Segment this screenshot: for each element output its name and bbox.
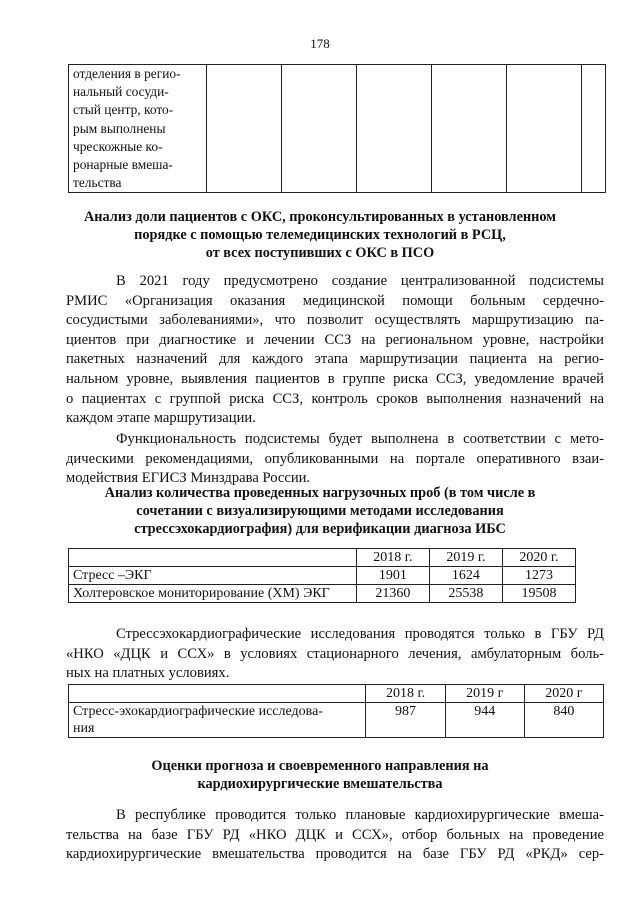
cell-line: нальный сосуди- <box>73 84 169 100</box>
empty-cell <box>582 65 606 193</box>
heading-stress-tests <box>60 484 580 538</box>
table-cell: 944 <box>445 703 524 738</box>
table-cell: 25538 <box>429 585 502 603</box>
stress-test-table <box>68 548 576 603</box>
text-line: Функциональность подсистемы будет выполнена в соответствии с мето- <box>116 431 604 447</box>
text-line: нальном уровне, выявления пациентов в группе риска ССЗ, уведомление врачей <box>66 370 604 387</box>
heading-oks <box>60 208 580 262</box>
heading-line: Анализ доли пациентов с ОКС, проконсультированных в установленном <box>83 209 557 225</box>
text-line: о пациентах с группой риска ССЗ, контроль сроков выполнения назначений на <box>66 390 604 407</box>
table-header-row <box>69 685 604 703</box>
top-table <box>68 64 606 193</box>
text-line: Стрессэхокардиографические исследования проводятся только в ГБУ РД <box>116 626 604 642</box>
column-header: 2020 г. <box>502 549 575 567</box>
table-cell: 19508 <box>502 585 575 603</box>
column-header: 2018 г. <box>356 549 429 567</box>
row-label: Стресс –ЭКГ <box>69 567 357 585</box>
text-line: В 2021 году предусмотрено создание централизованной подсистемы <box>116 273 604 289</box>
paragraph-rmis <box>66 272 604 429</box>
table-header-row <box>69 549 576 567</box>
heading-line: Анализ количества проведенных нагрузочных проб (в том числе в <box>104 485 536 501</box>
heading-line: кардиохирургические вмешательства <box>197 776 443 792</box>
table-cell: 1273 <box>502 567 575 585</box>
text-line: В республике проводится только плановые кардиохирургические вмеша- <box>116 807 604 823</box>
row-label: Холтеровское мониторирование (ХМ) ЭКГ <box>69 585 357 603</box>
cell-line: стый центр, кото- <box>73 102 174 118</box>
text-line: сосудистыми заболеваниями», что позволит осуществлять маршрутизацию па- <box>66 312 604 329</box>
cell-line: рым выполнены <box>73 120 166 136</box>
table-cell: 840 <box>524 703 603 738</box>
cell-line: отделения в регио- <box>73 66 181 81</box>
table-corner-cell <box>69 685 366 703</box>
text-line: ных на платных условиях. <box>66 665 230 682</box>
table-row <box>69 567 576 585</box>
paragraph-functionality <box>66 430 604 489</box>
text-line: циентов при диагностике и лечении ССЗ на региональном уровне, настройки <box>66 331 604 348</box>
cell-line: тельства <box>73 175 122 191</box>
table-cell: 1624 <box>429 567 502 585</box>
heading-line: стрессэхокардиография) для верификации диагноза ИБС <box>134 521 506 537</box>
empty-cell <box>507 65 582 193</box>
text-line: «НКО «ДЦК и ССХ» в условиях стационарного лечения, амбулаторным боль- <box>66 645 604 662</box>
column-header: 2019 г. <box>429 549 502 567</box>
text-line: РМИС «Организация оказания медицинской помощи больным сердечно- <box>66 292 604 309</box>
empty-cell <box>282 65 357 193</box>
cell-line: чрескожные ко- <box>73 138 163 154</box>
empty-cell <box>207 65 282 193</box>
text-line: модействия ЕГИСЗ Минздрава России. <box>66 470 311 487</box>
paragraph-cardiosurgery <box>66 806 604 865</box>
row-label <box>69 703 366 738</box>
heading-line: порядке с помощью телемедицинских технологий в РСЦ, <box>134 227 506 243</box>
text-line: дическими рекомендациями, опубликованными на портале оперативного взаи- <box>66 450 604 467</box>
empty-cell <box>357 65 432 193</box>
row-label-line: Стресс-эхокардиографические исследова- <box>73 704 323 719</box>
cell-line: ронарные вмеша- <box>73 157 173 173</box>
column-header: 2018 г. <box>366 685 445 703</box>
table-row <box>69 585 576 603</box>
heading-prognosis <box>60 757 580 793</box>
page-number: 178 <box>310 36 330 51</box>
table-cell: 1901 <box>356 567 429 585</box>
heading-line: сочетании с визуализирующими методами исследования <box>136 503 504 519</box>
heading-line: от всех поступивших с ОКС в ПСО <box>205 245 435 261</box>
column-header: 2019 г <box>445 685 524 703</box>
table-row <box>69 703 604 738</box>
empty-cell <box>432 65 507 193</box>
row-label-line: ния <box>73 721 95 736</box>
text-line: пакетных назначений для каждого этапа маршрутизации пациента на регио- <box>66 351 604 368</box>
stress-echo-table <box>68 684 604 738</box>
table-cell: 987 <box>366 703 445 738</box>
text-line: кардиохирургические вмешательства проводится на базе ГБУ РД «РКД» сер- <box>66 846 604 863</box>
table-corner-cell <box>69 549 357 567</box>
column-header: 2020 г <box>524 685 603 703</box>
text-line: тельства на базе ГБУ РД «НКО ДЦК и ССХ», отбор больных на проведение <box>66 826 604 843</box>
heading-line: Оценки прогноза и своевременного направления на <box>151 758 489 774</box>
paragraph-stress-echo <box>66 625 604 684</box>
text-line: каждом этапе маршрутизации. <box>66 410 256 427</box>
table-cell: 21360 <box>356 585 429 603</box>
top-table-first-cell <box>69 65 207 193</box>
